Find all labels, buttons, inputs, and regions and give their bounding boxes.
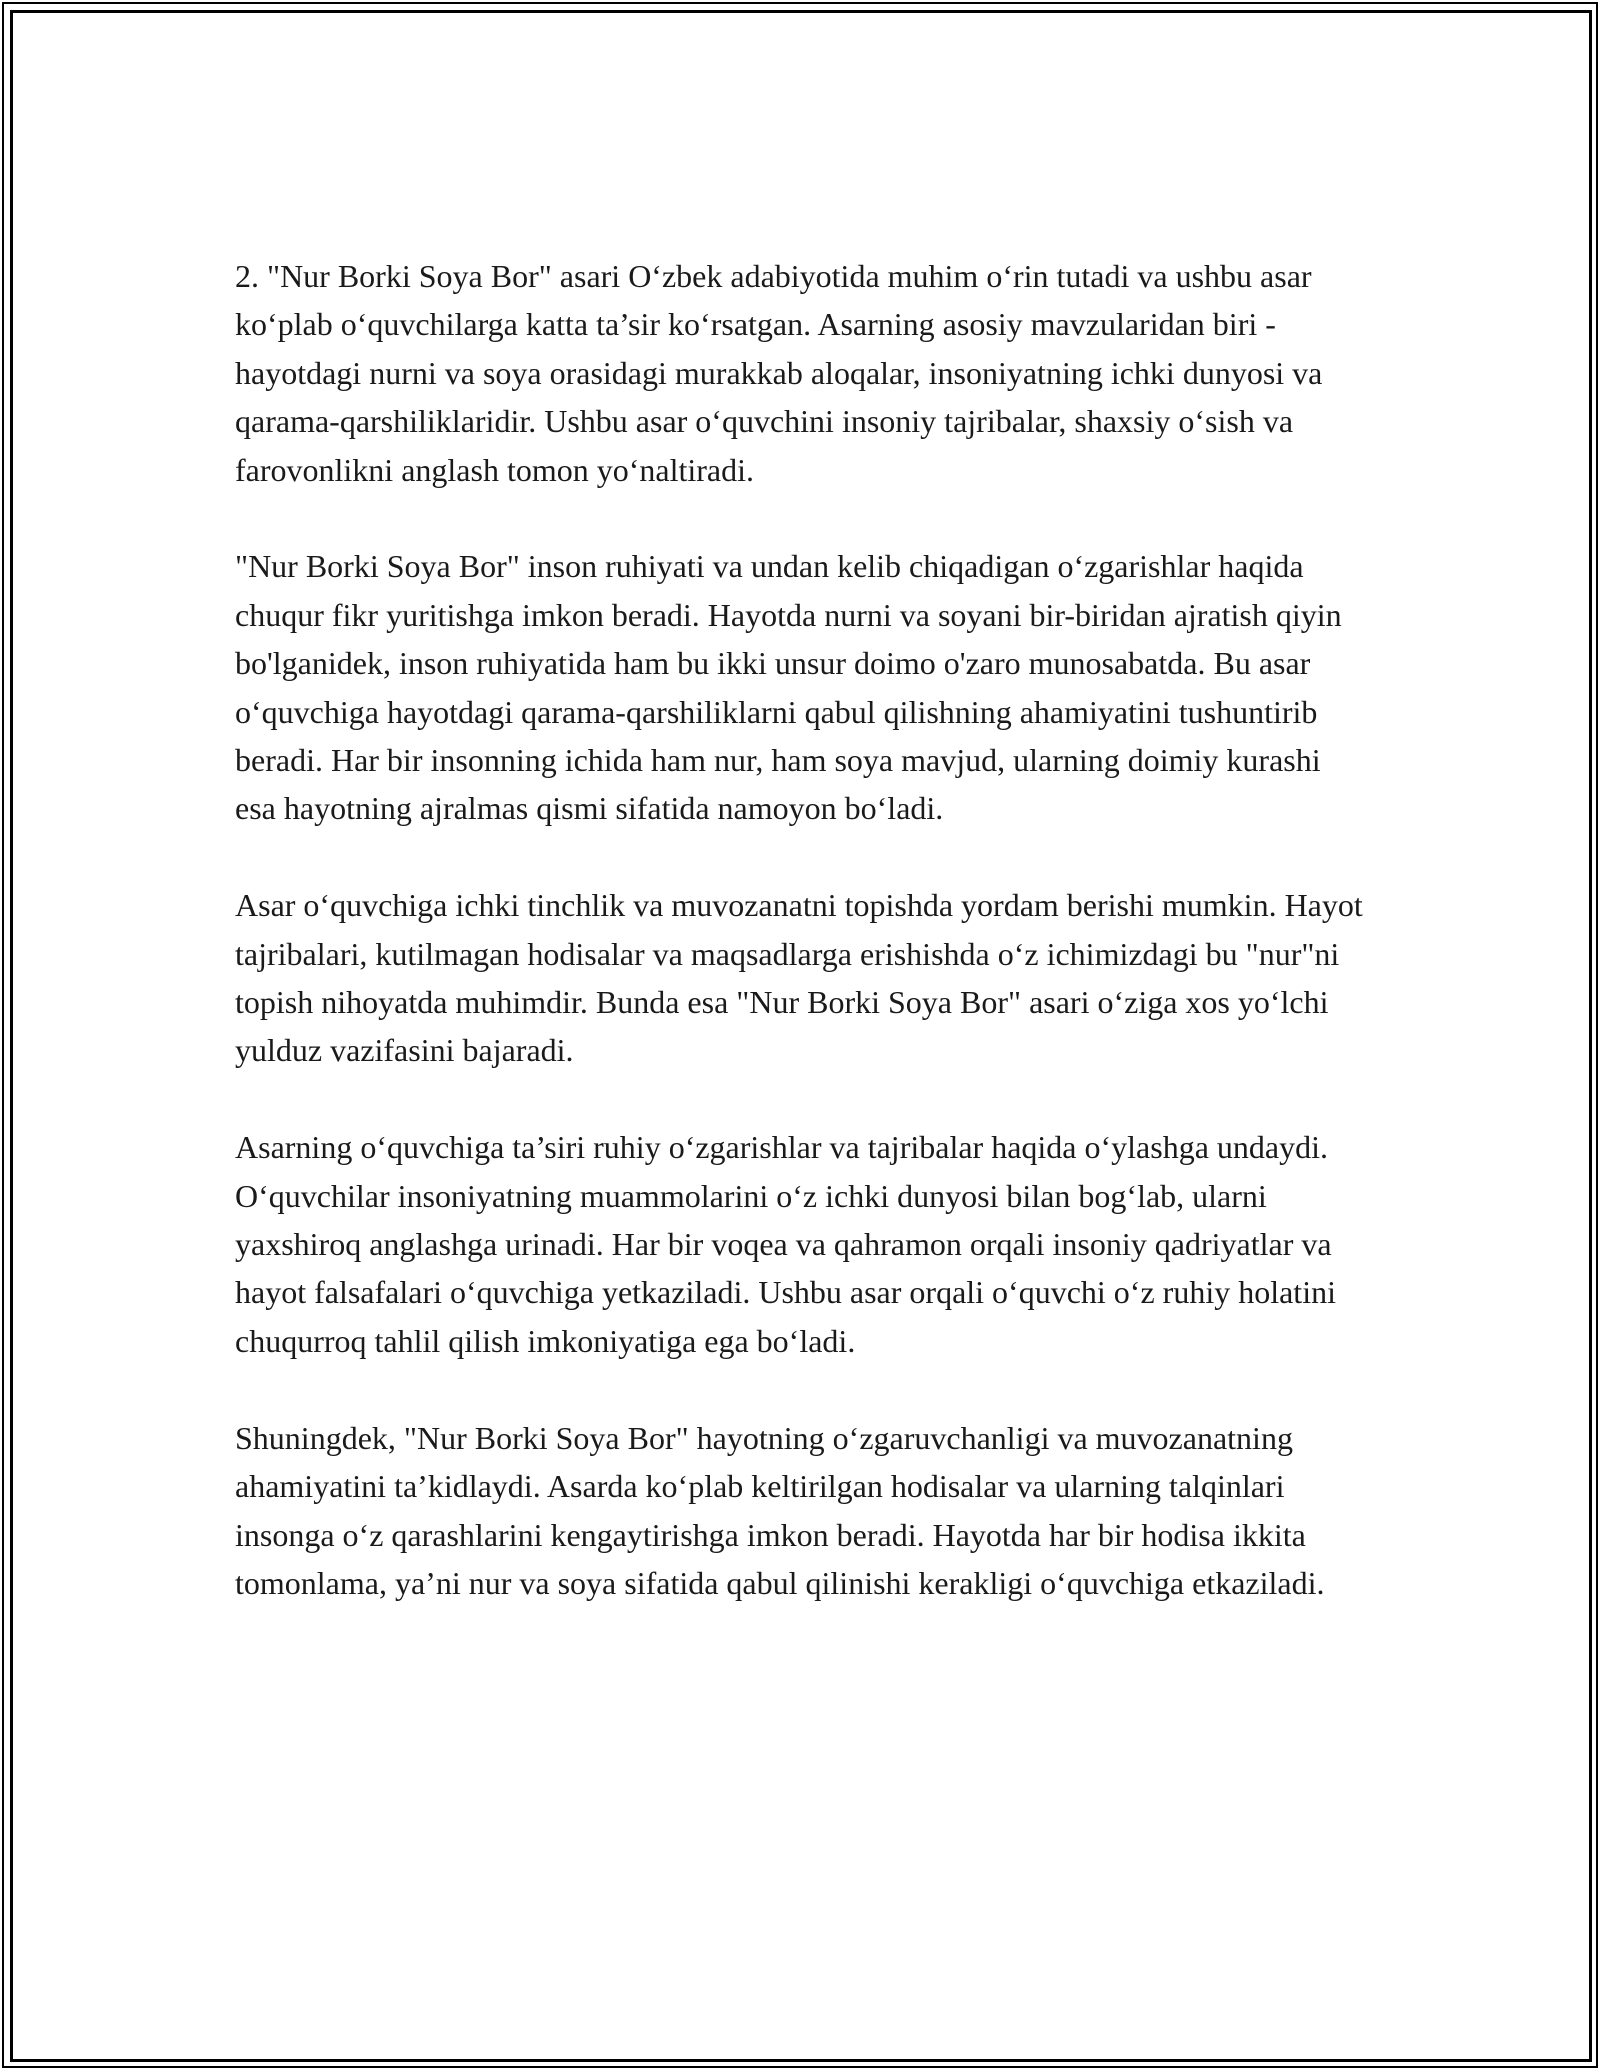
paragraph-2: "Nur Borki Soya Bor" inson ruhiyati va undan kelib chiqadigan o‘zgarishlar haqida chuqur fikr yuritishga imkon beradi. Hayotda nurni va soyani bir-biridan ajratish qiyin bo'lganidek, inson ruhiyatida ham bu ikki unsur doimo o'zaro munosabatda. Bu asar o‘quvchiga hayotdagi qarama-qarshiliklarni qabul qilishning ahamiyatini tushuntirib beradi. Har bir insonning ichida ham nur, ham soya mavjud, ularning doimiy kurashi esa hayotning ajralmas qismi sifatida namoyon bo‘ladi. [235,548,1342,827]
paragraph-5: Shuningdek, "Nur Borki Soya Bor" hayotning o‘zgaruvchanligi va muvozanatning ahamiyatini ta’kidlaydi. Asarda ko‘plab keltirilgan hodisalar va ularning talqinlari insonga o‘z qarashlarini kengaytirishga imkon beradi. Hayotda har bir hodisa ikkita tomonlama, ya’ni nur va soya sifatida qabul qilinishi kerakligi o‘quvchiga etkaziladi. [235,1419,1325,1601]
document-body [235,252,1365,1607]
paragraph-1: 2. "Nur Borki Soya Bor" asari O‘zbek adabiyotida muhim o‘rin tutadi va ushbu asar ko‘plab o‘quvchilarga katta ta’sir ko‘rsatgan. Asarning asosiy mavzularidan biri - hayotdagi nurni va soya orasidagi murakkab aloqalar, insoniyatning ichki dunyosi va qarama-qarshiliklaridir. Ushbu asar o‘quvchini insoniy tajribalar, shaxsiy o‘sish va farovonlikni anglash tomon yo‘naltiradi. [235,258,1323,488]
paragraph-4: Asarning o‘quvchiga ta’siri ruhiy o‘zgarishlar va tajribalar haqida o‘ylashga undaydi. O‘quvchilar insoniyatning muammolarini o‘z ichki dunyosi bilan bog‘lab, ularni yaxshiroq anglashga urinadi. Har bir voqea va qahramon orqali insoniy qadriyatlar va hayot falsafalari o‘quvchiga yetkaziladi. Ushbu asar orqali o‘quvchi o‘z ruhiy holatini chuqurroq tahlil qilish imkoniyatiga ega bo‘ladi. [235,1129,1336,1359]
paragraph-3: Asar o‘quvchiga ichki tinchlik va muvozanatni topishda yordam berishi mumkin. Hayot tajribalari, kutilmagan hodisalar va maqsadlarga erishishda o‘z ichimizdagi bu "nur"ni topish nihoyatda muhimdir. Bunda esa "Nur Borki Soya Bor" asari o‘ziga xos yo‘lchi yulduz vazifasini bajaradi. [235,887,1363,1069]
